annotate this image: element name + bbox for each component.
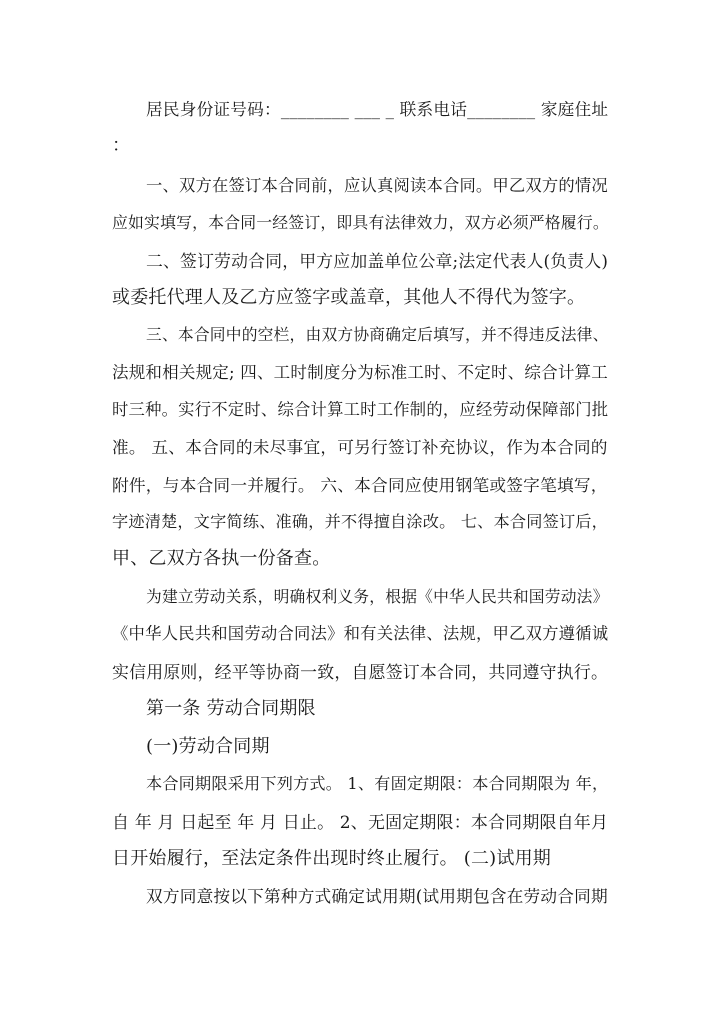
text-line-term-a: 本合同期限采用下列方式。 1、有固定期限：本合同期限为 年， [146, 774, 609, 793]
text-line-probation: 双方同意按以下第种方式确定试用期(试用期包含在劳动合同期 [146, 887, 608, 906]
text-line-term-c: 日开始履行，至法定条件出现时终止履行。 (二)试用期 [112, 848, 551, 869]
text-line-notice-1b: 应如实填写，本合同一经签订，即具有法律效力，双方必须严格履行。 [112, 213, 609, 232]
text-line-term-b: 自 年 月 日起至 年 月 日止。 2、无固定期限：本合同期限自年月 [112, 812, 609, 832]
text-line-preamble-b: 《中华人民共和国劳动合同法》和有关法律、法规，甲乙双方遵循诚 [112, 624, 609, 643]
text-line-preamble-c: 实信用原则，经平等协商一致，自愿签订本合同，共同遵守执行。 [112, 662, 609, 682]
text-line-id-contact: 居民身份证号码：________ ___ _ 联系电话________ 家庭住址 [146, 100, 609, 119]
section-heading-article-1: 第一条 劳动合同期限 [146, 698, 316, 719]
text-line-notice-3d: 准。 五、本合同的未尽事宜，可另行签订补充协议，作为本合同的 [112, 437, 608, 457]
text-line-notice-3a: 三、本合同中的空栏，由双方协商确定后填写，并不得违反法律、 [146, 325, 609, 344]
text-line-notice-3b: 法规和相关规定; 四、工时制度分为标准工时、不定时、综合计算工 [112, 363, 608, 382]
text-line-notice-3c: 时三种。实行不定时、综合计算工时工作制的，应经劳动保障部门批 [112, 400, 609, 419]
text-line-notice-2b: 或委托代理人及乙方应签字或盖章，其他人不得代为签字。 [112, 287, 586, 308]
text-line-notice-1a: 一、双方在签订本合同前，应认真阅读本合同。甲乙双方的情况 [146, 176, 608, 195]
text-line-notice-3e: 附件，与本合同一并履行。 六、本合同应使用钢笔或签字笔填写， [112, 475, 608, 495]
text-line-notice-3f: 字迹清楚，文字简练、准确，并不得擅自涂改。 七、本合同签订后， [112, 512, 609, 531]
text-line-notice-3g: 甲、乙双方各执一份备查。 [112, 548, 331, 569]
text-line-notice-2a: 二、签订劳动合同，甲方应加盖单位公章;法定代表人(负责人) [146, 251, 609, 271]
subsection-heading-contract-term: (一)劳动合同期 [146, 736, 270, 757]
text-line-preamble-a: 为建立劳动关系，明确权利义务，根据《中华人民共和国劳动法》 [146, 587, 609, 606]
text-line-colon: ： [112, 135, 131, 156]
